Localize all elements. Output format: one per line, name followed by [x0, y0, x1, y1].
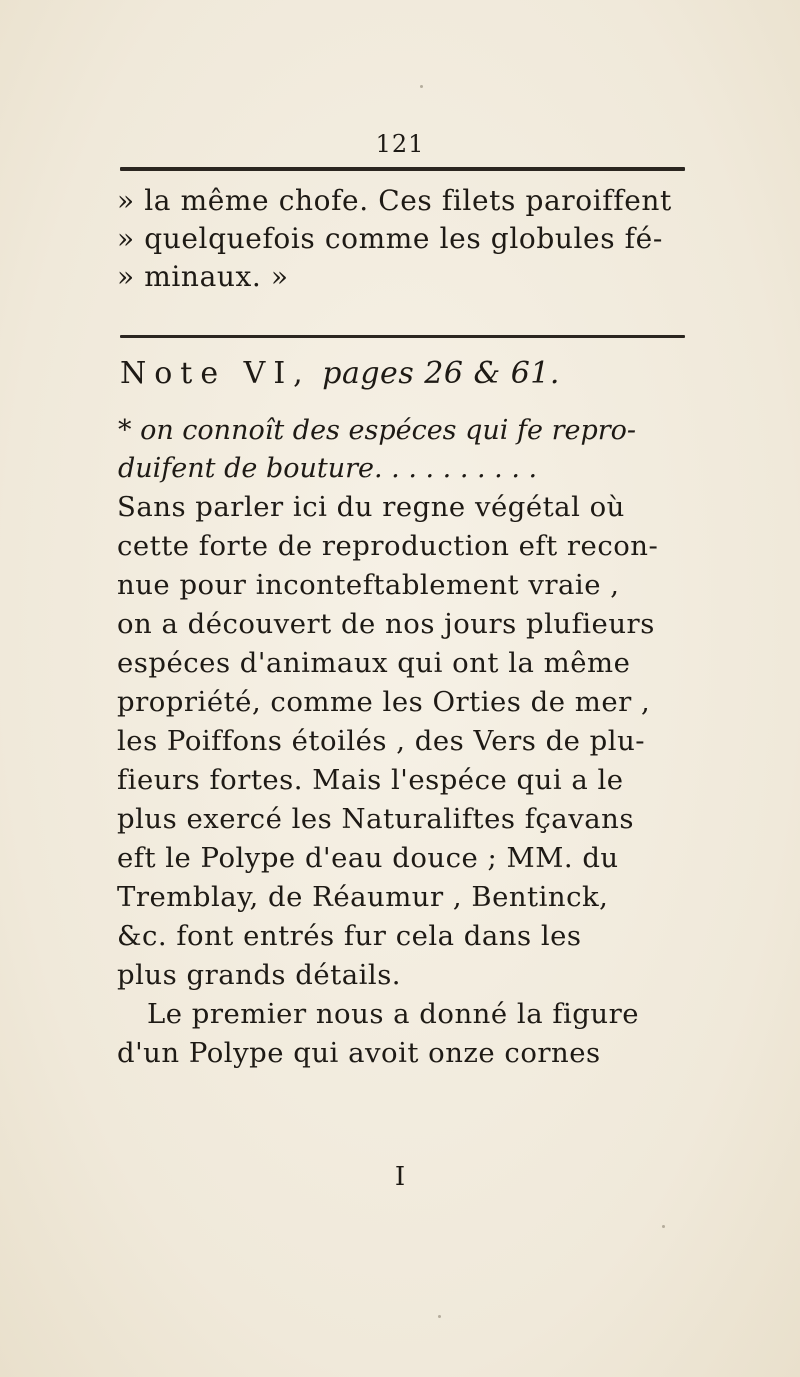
- paper-speck: [420, 85, 423, 88]
- body-line: espéces d'animaux qui ont la même: [117, 647, 631, 679]
- quote-line: » la même chofe. Ces filets paroiffent: [117, 184, 672, 217]
- section-rule: [120, 335, 685, 338]
- paper-speck: [438, 1315, 441, 1318]
- body-line: Tremblay, de Réaumur , Bentinck,: [117, 881, 609, 913]
- note-pages-reference: pages 26 & 61.: [322, 356, 560, 391]
- body-line: les Poiffons étoilés , des Vers de plu-: [117, 725, 646, 757]
- note-lemma: [118, 412, 693, 488]
- body-line: eft le Polype d'eau douce ; MM. du: [117, 842, 619, 874]
- note-heading: [120, 356, 690, 391]
- body-line: on a découvert de nos jours plufieurs: [117, 608, 655, 640]
- paper-speck: [662, 1225, 665, 1228]
- body-line: d'un Polype qui avoit onze cornes: [117, 1037, 601, 1069]
- header-rule: [120, 167, 685, 171]
- body-line: &c. font entrés fur cela dans les: [117, 920, 582, 952]
- page-number: 121: [375, 130, 425, 158]
- body-line: cette forte de reproduction eft recon-: [117, 530, 659, 562]
- quote-line: » minaux. »: [117, 260, 289, 293]
- quote-line: » quelquefois comme les globules fé-: [117, 222, 663, 255]
- lemma-line: * on connoît des espéces qui fe repro-: [118, 415, 637, 446]
- lemma-line: duifent de bouture. . . . . . . . . .: [118, 453, 538, 484]
- quoted-passage: [117, 182, 687, 296]
- body-line: plus grands détails.: [117, 959, 402, 991]
- note-body: [117, 488, 697, 1073]
- body-line: propriété, comme les Orties de mer ,: [117, 686, 651, 718]
- body-line: nue pour inconteftablement vraie ,: [117, 569, 620, 601]
- note-title: Note VI,: [120, 356, 311, 391]
- signature-mark: I: [394, 1162, 406, 1192]
- body-line: Le premier nous a donné la figure: [147, 998, 640, 1030]
- body-line: fieurs fortes. Mais l'espéce qui a le: [117, 764, 624, 796]
- body-line: Sans parler ici du regne végétal où: [117, 491, 625, 523]
- body-line: plus exercé les Naturaliftes fçavans: [117, 803, 634, 835]
